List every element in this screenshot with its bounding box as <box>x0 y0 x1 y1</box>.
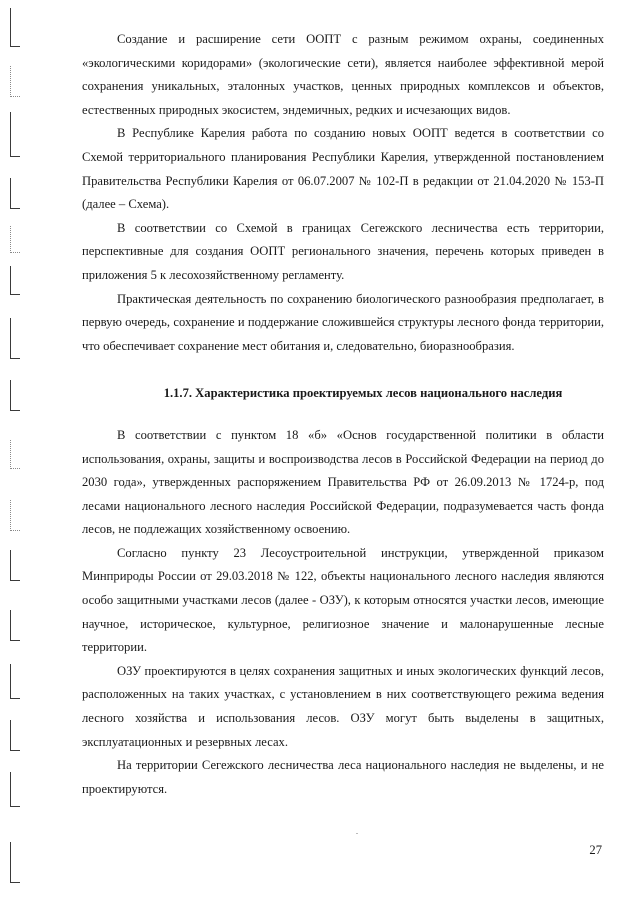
binding-mark <box>10 500 20 531</box>
binding-mark <box>10 664 20 699</box>
page-number: 27 <box>589 843 602 857</box>
binding-mark <box>10 772 20 807</box>
binding-mark <box>10 720 20 751</box>
paragraph: Создание и расширение сети ООПТ с разным режимом охраны, соединенных «экологическими коридорами» (экологические сети), является наиболее эффективной мерой сохранения уникальных, эталонных участков, ценных природных комплексов и объектов, естественных природных экосистем, эндемичных, редких и исчезающих видов. <box>82 32 604 117</box>
binding-margin <box>0 0 30 905</box>
binding-mark <box>10 440 20 469</box>
binding-mark <box>10 380 20 411</box>
binding-mark <box>10 318 20 359</box>
paragraph: В Республике Карелия работа по созданию новых ООПТ ведется в соответствии со Схемой территориального планирования Республики Карелия, утвержденной постановлением Правительства Республики Карелия от 06.07.2007 № 102-П в редакции от 21.04.2020 № 153-П (далее – Схема). <box>82 126 604 212</box>
binding-mark <box>10 266 20 295</box>
scan-speck <box>356 833 358 834</box>
paragraph: Практическая деятельность по сохранению биологического разнообразия предполагает, в первую очередь, сохранение и поддержание сложившейся структуры лесного фонда территории, что обеспечивает сохранение мест обитания и, следовательно, биоразнообразия. <box>82 291 604 353</box>
binding-mark <box>10 178 20 209</box>
binding-mark <box>10 8 20 47</box>
paragraph: Согласно пункту 23 Лесоустроительной инструкции, утвержденной приказом Минприроды России от 29.03.2018 № 122, объекты национального лесного наследия являются особо защитными участками лесов (далее - ОЗУ), к которым относятся участки лесов, имеющие научное, историческое, культурное, религиозное значение и малонарушенные лесные территории. <box>82 545 604 655</box>
section-heading: 1.1.7. Характеристика проектируемых лесов национального наследия <box>163 386 563 401</box>
spacer <box>82 406 604 424</box>
binding-mark <box>10 550 20 581</box>
binding-mark <box>10 112 20 157</box>
binding-mark <box>10 842 20 883</box>
paragraph: На территории Сегежского лесничества леса национального наследия не выделены, и не проектируются. <box>82 758 604 796</box>
paragraph: В соответствии с пунктом 18 «б» «Основ государственной политики в области использования, охраны, защиты и воспроизводства лесов в Российской Федерации на период до 2030 года», утвержденных распоряжением Правительства РФ от 26.09.2013 № 1724-р, под лесами национального лесного наследия Российской Федерации, подразумевается часть фонда лесов, не подлежащих хозяйственному освоению. <box>82 427 604 537</box>
binding-mark <box>10 226 20 253</box>
paragraph: ОЗУ проектируются в целях сохранения защитных и иных экологических функций лесов, расположенных на таких участках, с установлением в них соответствующего режима ведения лесного хозяйства и использования лесов. ОЗУ могут быть выделены в защитных, эксплуатационных и резервных лесах. <box>82 663 604 749</box>
binding-mark <box>10 66 20 97</box>
paragraph: В соответствии со Схемой в границах Сегежского лесничества есть территории, перспективные для создания ООПТ регионального значения, перечень которых приведен в приложения 5 к лесохозяйственному регламенту. <box>82 220 604 282</box>
binding-mark <box>10 610 20 641</box>
document-body <box>82 28 604 801</box>
